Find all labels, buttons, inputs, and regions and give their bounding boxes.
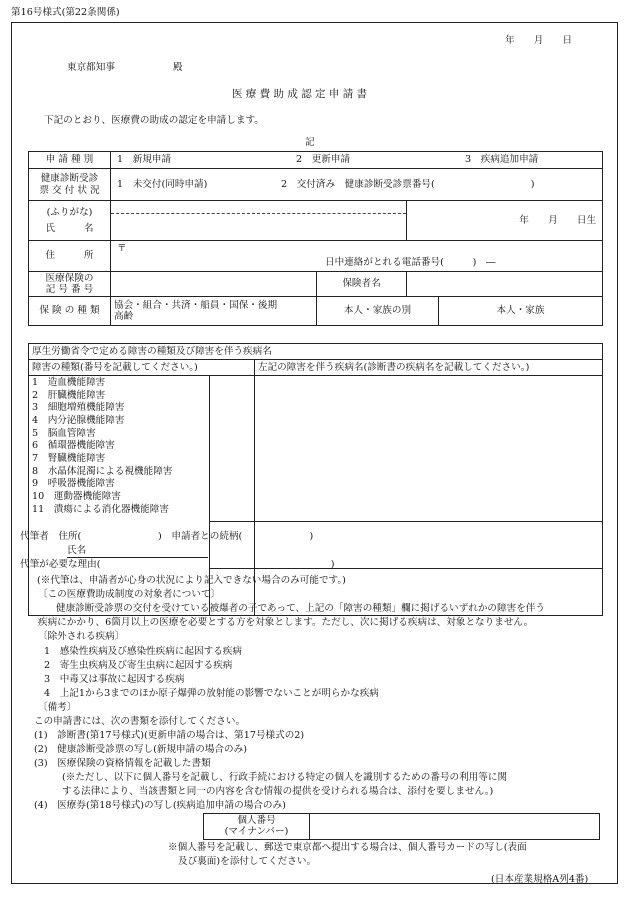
excluded-item: 3 中毒又は事故に起因する疾病 — [44, 674, 185, 685]
cert-label-2: 票 交 付 状 況 — [39, 184, 100, 196]
target-head: 〔この医療費助成制度の対象者について〕 — [38, 589, 221, 600]
list-item: 11 潰瘍による消化器機能障害 — [32, 503, 169, 515]
list-item: 7 腎臓機能障害 — [32, 452, 106, 464]
mynumber-input[interactable] — [310, 814, 600, 840]
disease-name-input-1[interactable] — [255, 376, 603, 522]
option-new[interactable]: 1 新規申請 — [117, 154, 172, 165]
cert-label-1: 健康診断受診 — [40, 173, 99, 184]
option-add[interactable]: 3 疾病追加申請 — [465, 154, 539, 165]
intro-text: 下記のとおり、医療費の助成の認定を申請します。 — [44, 115, 264, 126]
addressee: 東京都知事 — [67, 62, 115, 73]
list-item: 4 内分泌腺機能障害 — [32, 414, 125, 426]
proxy-line-3: 代筆が必要な理由( ) — [20, 559, 335, 570]
mynumber-table — [203, 813, 600, 840]
list-item: 2 肝臓機能障害 — [32, 389, 106, 401]
applicant-table — [28, 151, 603, 326]
proxy-name-label: 氏名 — [67, 545, 87, 556]
insurance-type-row — [29, 297, 603, 326]
page-title: 医 療 費 助 成 認 定 申 請 書 — [232, 88, 368, 100]
list-item: 10 運動器機能障害 — [32, 490, 121, 502]
attach-2: (2) 健康診断受診票の写し(新規申請の場合のみ) — [34, 744, 247, 755]
mynumber-label-2: (マイナンバー) — [224, 825, 289, 837]
proxy-name-field[interactable] — [67, 545, 208, 558]
list-item: 5 脳血管障害 — [32, 427, 96, 439]
insurance-type-options[interactable] — [111, 297, 317, 326]
insurance-types-1: 協会・組合・共済・船員・国保・後期 — [114, 299, 278, 311]
furigana-label: (ふりがな) — [46, 207, 93, 218]
proxy-note: (※代筆は、申請者が心身の状況により記入できない場合のみ可能です。) — [37, 575, 346, 586]
mynumber-note-1: ※個人番号を記載し、郵送で東京都へ提出する場合は、個人番号カードの写し(表面 — [168, 842, 527, 853]
excluded-item: 2 寄生虫疾病及び寄生虫病に起因する疾病 — [44, 660, 233, 671]
insurance-label-1: 医療保険の — [45, 272, 94, 284]
insurance-number-row — [29, 272, 603, 297]
proxy-line-1: 代筆者 住所( ) 申請者との続柄( ) — [20, 531, 314, 542]
list-item: 9 呼吸器機能障害 — [32, 478, 115, 490]
insurance-type-label: 保 険 の 種 類 — [29, 297, 111, 326]
insurer-name-input[interactable] — [407, 272, 603, 297]
application-type-row — [29, 152, 603, 169]
disorder-number-input-1[interactable] — [210, 376, 255, 522]
phone-label: 日中連絡がとれる電話番号( ) ― — [325, 257, 496, 268]
application-type-label: 申 請 種 別 — [29, 152, 111, 169]
date-label: 年 月 日 — [505, 35, 573, 46]
mynumber-label-1: 個人番号 — [237, 814, 276, 826]
honorific: 殿 — [173, 62, 183, 73]
ki-mark: 記 — [305, 137, 315, 148]
address-field[interactable] — [111, 241, 603, 272]
excluded-item: 1 感染性疾病及び感染性疾病に起因する疾病 — [44, 646, 242, 657]
disorder-col1-header: 障害の種類(番号を記載してください。) — [29, 360, 255, 376]
list-item: 1 造血機能障害 — [32, 377, 106, 388]
attach-3: (3) 医療保険の資格情報を記載した書類 — [34, 758, 211, 769]
insurance-types-2: 高齢 — [114, 311, 134, 322]
attach-3-note-2: する法律により、当該書類と同一の内容を含む情報の提供を受けられる場合は、添付を要しません。) — [62, 786, 494, 797]
list-item: 3 細胞増殖機能障害 — [32, 402, 125, 414]
disorder-col2-header: 左記の障害を伴う疾病名(診断書の疾病名を記載してください。) — [255, 360, 603, 376]
excluded-head: 〔除外される疾病〕 — [38, 631, 125, 642]
cert-option-1[interactable]: 1 未交付(同時申請) — [117, 179, 208, 190]
insurance-label-2: 記 号 番 号 — [45, 284, 94, 295]
attach-3-note-1: (※ただし、以下に個人番号を記載し、行政手続における特定の個人を識別するための番号の利用等に関 — [62, 772, 508, 783]
attach-1: (1) 診断書(第17号様式)(更新申請の場合は、第17号様式の2) — [34, 730, 305, 741]
address-row — [29, 241, 603, 272]
target-body-2: 疾病にかかり、6箇月以上の医療を必要とする方を対象とします。ただし、次に掲げる疾病は、対象となりません。 — [38, 617, 534, 628]
postal-mark: 〒 — [117, 243, 127, 254]
paper-size: (日本産業規格A列4番) — [491, 874, 589, 885]
furigana-input[interactable] — [111, 213, 406, 214]
address-label: 住 所 — [29, 241, 111, 272]
remarks-head: 〔備考〕 — [38, 702, 77, 713]
member-label: 本人・家族の別 — [317, 297, 439, 326]
list-item: 6 循環器機能障害 — [32, 440, 115, 452]
member-value[interactable]: 本人・家族 — [439, 297, 603, 326]
attach-4: (4) 医療券(第18号様式)の写し(疾病追加申請の場合のみ) — [34, 800, 286, 811]
cert-status-row — [29, 169, 603, 201]
excluded-item: 4 上記1から3までのほか原子爆弾の放射能の影響でないことが明らかな疾病 — [44, 688, 379, 699]
list-item: 8 水晶体混濁による視機能障害 — [32, 465, 173, 477]
name-input[interactable] — [111, 215, 406, 240]
birth-label: 年 月 日生 — [519, 215, 597, 226]
cert-option-2[interactable]: 2 交付済み 健康診断受診票番号( ) — [281, 179, 535, 190]
birthdate-field[interactable] — [407, 201, 603, 241]
option-renew[interactable]: 2 更新申請 — [296, 154, 351, 165]
insurance-number-input[interactable] — [111, 272, 317, 297]
mynumber-note-2: 及び裏面)を添付してください。 — [178, 856, 317, 867]
name-label: 氏 名 — [45, 223, 94, 234]
form-id: 第16号様式(第22条関係) — [11, 7, 120, 18]
target-body-1: 健康診断受診票の交付を受けている被爆者の子であって、上記の「障害の種類」欄に掲げるいずれかの障害を伴う — [56, 603, 545, 614]
name-row — [29, 201, 603, 241]
insurer-name-label: 保険者名 — [317, 272, 407, 297]
attach-intro: この申請書には、次の書類を添付してください。 — [34, 716, 246, 727]
disorder-header: 厚生労働省令で定める障害の種類及び障害を伴う疾病名 — [29, 344, 603, 360]
